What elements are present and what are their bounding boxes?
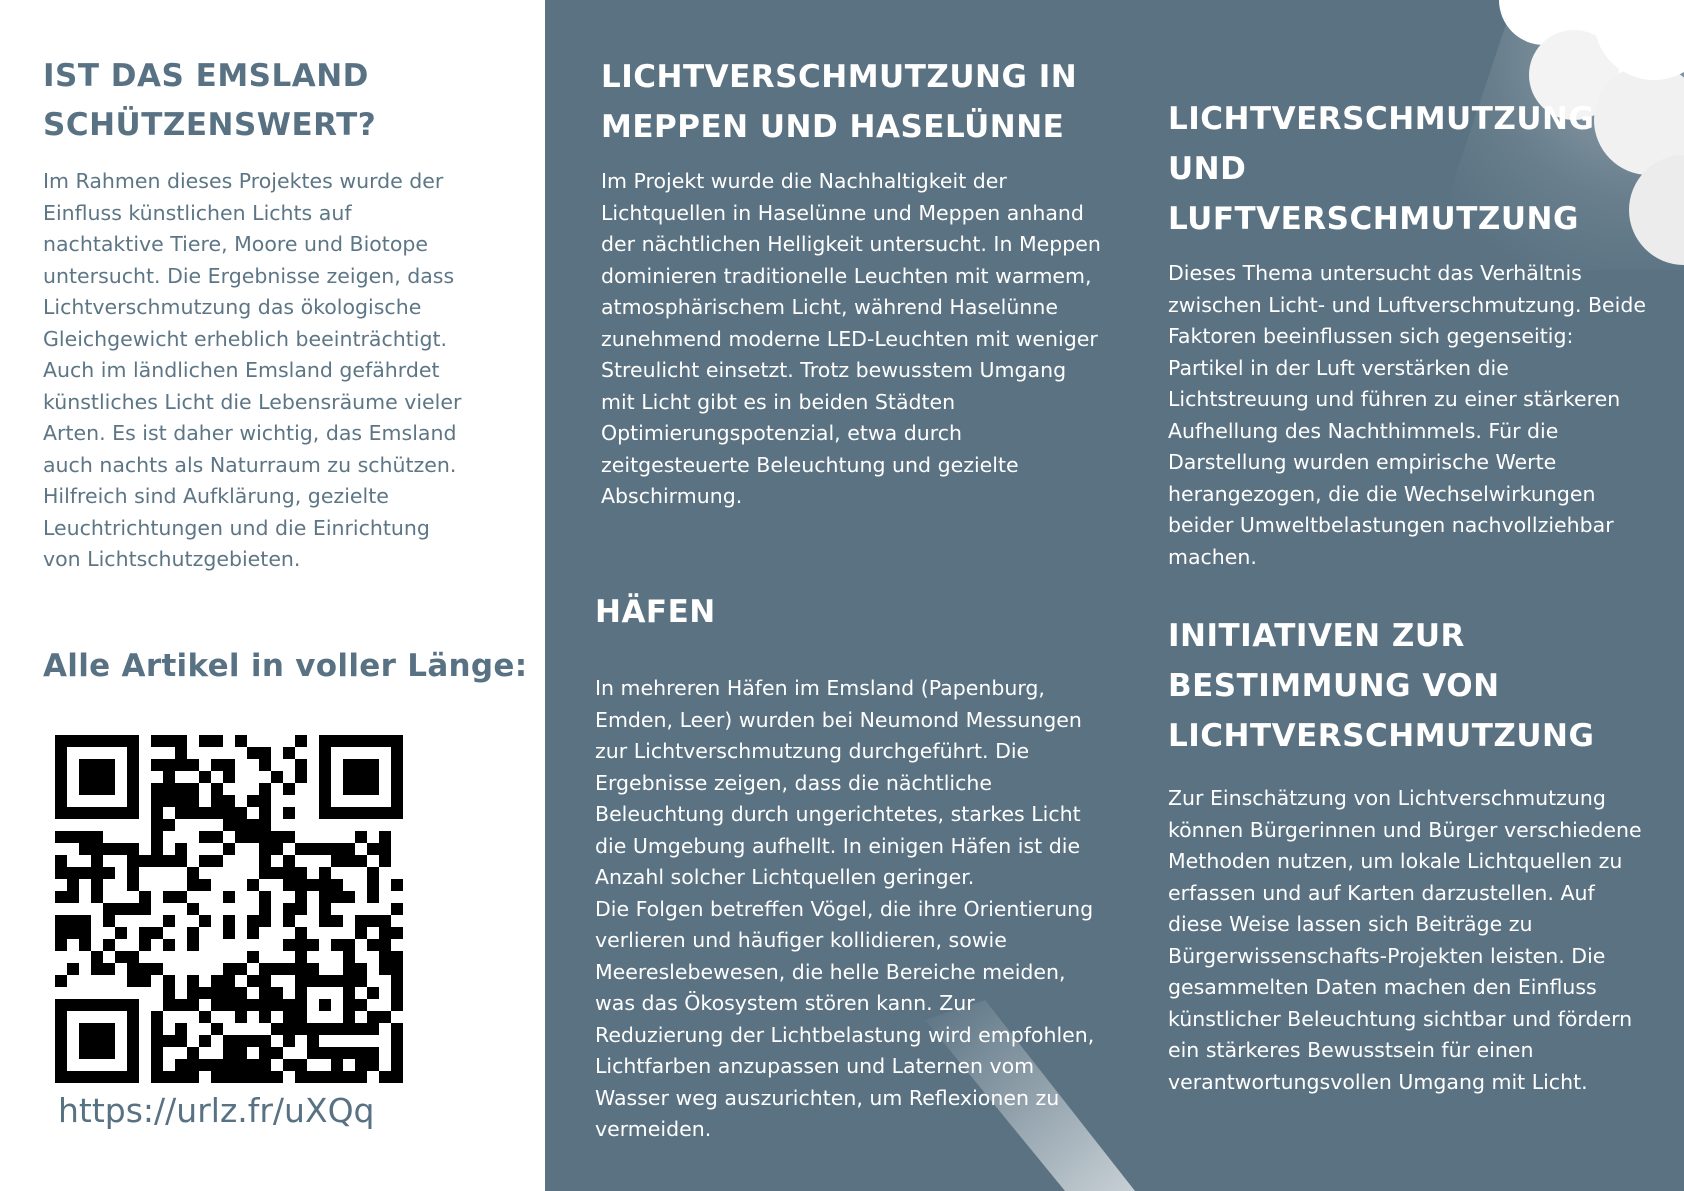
left-body: Im Rahmen dieses Projektes wurde der Einfluss künstlichen Lichts auf nachtaktive Tiere, Moore und Biotope untersucht. Die Ergebnisse zeigen, dass Lichtverschmutzung das ökologische Gleichgewicht erheblich beeinträchtigt. Auch im ländlichen Emsland gefährdet künstliches Licht die Lebensräume vieler Arten. Es ist daher wichtig, das Emsland auch nachts als Naturraum zu schützen. Hilfreich sind Aufklärung, gezielte Leuchtrichtungen und die Einrichtung von Lichtschutzgebieten. — [43, 169, 462, 571]
luft-body: Dieses Thema untersucht das Verhältnis zwischen Licht- und Luftverschmutzung. Beide Faktoren beeinflussen sich gegenseitig: Partikel in der Luft verstärken die Lichtstreuung und führen zu einer stärkeren Aufhellung des Nachthimmels. Für die Darstellung wurden empirische Werte herangezogen, die die Wechselwirkungen beider Umweltbelastungen nachvollziehbar machen. — [1168, 261, 1646, 569]
left-panel — [0, 0, 545, 1191]
meppen-body: Im Projekt wurde die Nachhaltigkeit der Lichtquellen in Haselünne und Meppen anhand der nächtlichen Helligkeit untersucht. In Meppen dominieren traditionelle Leuchten mit warmem, atmosphärischem Licht, während Haselünne zunehmend moderne LED-Leuchten mit weniger Streulicht einsetzt. Trotz bewusstem Umgang mit Licht gibt es in beiden Städten Optimierungspotenzial, etwa durch zeitgesteuerte Beleuchtung und gezielte Abschirmung. — [601, 169, 1101, 508]
section-luft — [1168, 94, 1653, 573]
haefen-body: In mehreren Häfen im Emsland (Papenburg, Emden, Leer) wurden bei Neumond Messungen zur Lichtverschmutzung durchgeführt. Die Ergebnisse zeigen, dass die nächtliche Beleuchtung durch ungerichtetes, starkes Licht die Umgebung aufhellt. In einigen Häfen ist die Anzahl solcher Lichtquellen geringer. Die Folgen betreffen Vögel, die ihre Orientierung verlieren und häufiger kollidieren, sowie Meereslebewesen, die helle Bereiche meiden, was das Ökosystem stören kann. Zur Reduzierung der Lichtbelastung wird empfohlen, Lichtfarben anzupassen und Laternen vom Wasser weg auszurichten, um Reflexionen zu vermeiden. — [595, 676, 1095, 1141]
articles-heading: Alle Artikel in voller Länge: — [43, 648, 528, 684]
initiativen-body: Zur Einschätzung von Lichtverschmutzung können Bürgerinnen und Bürger verschiedene Methoden nutzen, um lokale Lichtquellen zu erfassen und auf Karten darzustellen. Auf diese Weise lassen sich Beiträge zu Bürgerwissenschafts-Projekten leisten. Die gesammelten Daten machen den Einfluss künstlicher Beleuchtung sichtbar und fördern ein stärkeres Bewusstsein für einen verantwortungsvollen Umgang mit Licht. — [1168, 786, 1642, 1094]
luft-heading: LICHTVERSCHMUTZUNG UND LUFTVERSCHMUTZUNG — [1168, 101, 1595, 237]
left-heading: IST DAS EMSLAND SCHÜTZENSWERT? — [43, 58, 377, 143]
right-panel — [545, 0, 1684, 1191]
initiativen-heading: INITIATIVEN ZUR BESTIMMUNG VON LICHTVERSCHMUTZUNG — [1168, 618, 1595, 754]
qr-url-link[interactable]: https://urlz.fr/uXQq — [58, 1091, 375, 1130]
qr-code-icon[interactable] — [55, 735, 403, 1083]
meppen-heading: LICHTVERSCHMUTZUNG IN MEPPEN UND HASELÜNNE — [601, 59, 1078, 145]
section-initiativen — [1168, 611, 1653, 1098]
section-haefen — [595, 587, 1105, 1146]
section-meppen — [601, 52, 1101, 513]
haefen-heading: HÄFEN — [595, 594, 716, 630]
